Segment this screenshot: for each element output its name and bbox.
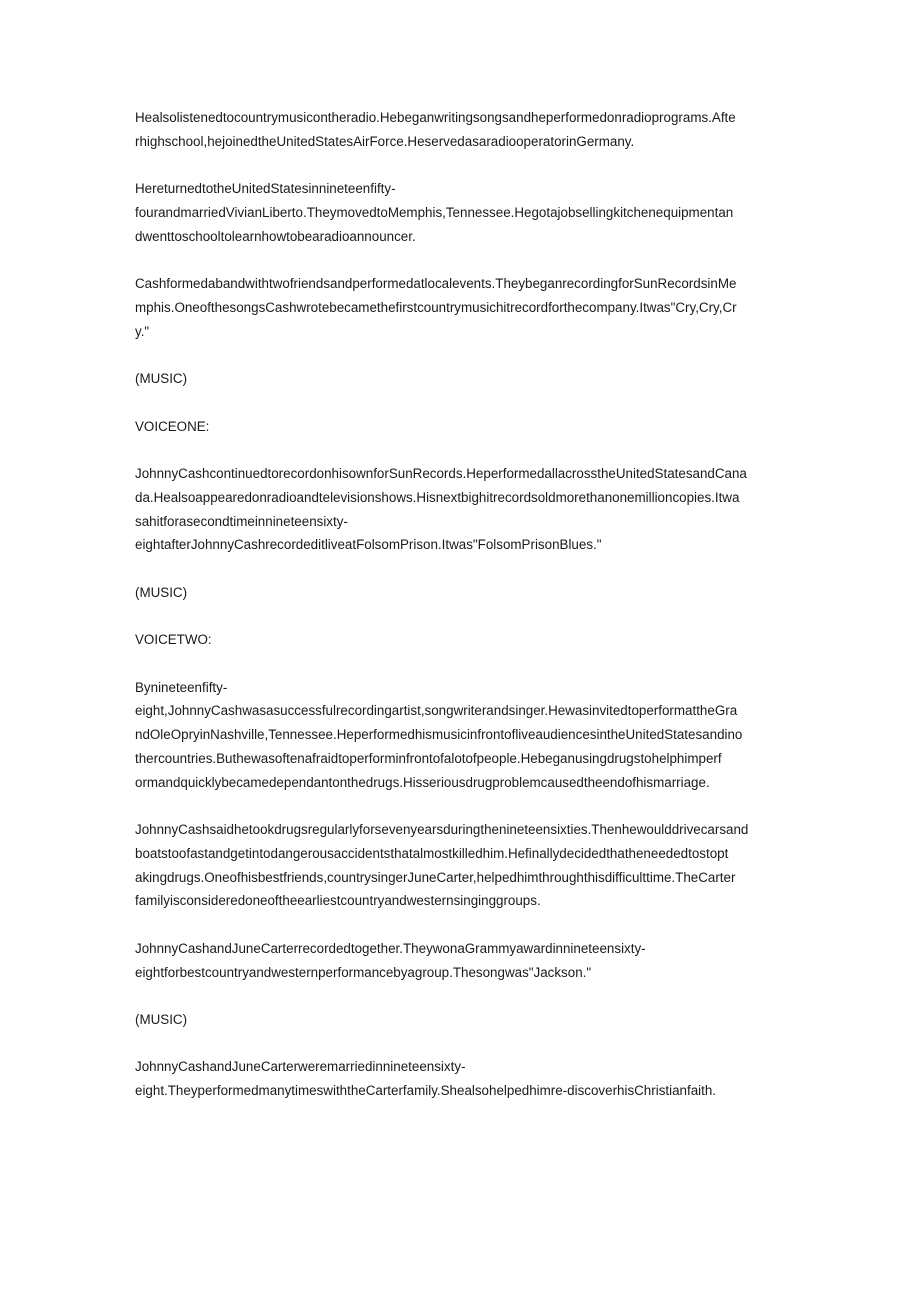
paragraph [135,818,785,913]
text-line: Cashformedabandwithtwofriendsandperformedatlocalevents.TheybeganrecordingforSunRecordsinMe [135,276,737,292]
text-line: thercountries.Buthewasoftenafraidtoperforminfrontofalotofpeople.Hebeganusingdrugstohelphimperf [135,750,722,766]
paragraph [135,367,785,391]
text-line: JohnnyCashsaidhetookdrugsregularlyforsevenyearsduringthenineteensixties.Thenhewoulddrivecarsand [135,822,749,838]
text-line: (MUSIC) [135,1012,188,1028]
paragraph [135,415,785,439]
text-line: VOICEONE: [135,418,210,434]
text-line: (MUSIC) [135,371,188,387]
text-line: Bynineteenfifty- [135,679,228,695]
paragraph [135,581,785,605]
text-line: sahitforasecondtimeinnineteensixty- [135,513,348,529]
text-line: VOICETWO: [135,632,212,648]
text-line: eight,JohnnyCashwasasuccessfulrecordingartist,songwriterandsinger.HewasinvitedtoperformattheGra [135,703,738,719]
text-line: HereturnedtotheUnitedStatesinnineteenfifty- [135,181,396,197]
text-line: ormandquicklybecamedependantonthedrugs.Hisseriousdrugproblemcausedtheendofhismarriage. [135,774,710,790]
paragraph [135,462,785,557]
text-line: da.Healsoappearedonradioandtelevisionshows.Hisnextbighitrecordsoldmorethanonemillioncopies.Itwa [135,489,740,505]
text-line: eight.TheyperformedmanytimeswiththeCarterfamily.Shealsohelpedhimre-discoverhisChristianfaith. [135,1083,717,1099]
text-line: JohnnyCashandJuneCarterrecordedtogether.TheywonaGrammyawardinnineteensixty- [135,940,646,956]
text-line: familyisconsideredoneoftheearliestcountryandwesternsinginggroups. [135,893,541,909]
paragraph [135,177,785,248]
text-line: dwenttoschooltolearnhowtobearadioannouncer. [135,228,416,244]
paragraph [135,937,785,985]
paragraph [135,628,785,652]
paragraph [135,676,785,795]
text-line: rhighschool,hejoinedtheUnitedStatesAirForce.HeservedasaradiooperatorinGermany. [135,133,635,149]
text-line: boatstoofastandgetintodangerousaccidentsthatalmostkilledhim.Hefinallydecidedthatheneededtostopt [135,845,729,861]
document-body [135,106,785,1127]
text-line: akingdrugs.Oneofhisbestfriends,countrysingerJuneCarter,helpedhimthroughthisdifficulttime.TheCarter [135,869,736,885]
paragraph [135,1008,785,1032]
text-line: (MUSIC) [135,584,188,600]
text-line: ndOleOpryinNashville,Tennessee.HeperformedhismusicinfrontofliveaudiencesintheUnitedStatesandino [135,727,743,743]
text-line: JohnnyCashcontinuedtorecordonhisownforSunRecords.HeperformedallacrosstheUnitedStatesandCana [135,465,747,481]
paragraph [135,272,785,343]
text-line: JohnnyCashandJuneCarterweremarriedinnineteensixty- [135,1059,466,1075]
text-line: eightforbestcountryandwesternperformancebyagroup.Thesongwas"Jackson." [135,964,592,980]
text-line: eightafterJohnnyCashrecordeditliveatFolsomPrison.Itwas"FolsomPrisonBlues." [135,537,602,553]
text-line: y." [135,323,150,339]
paragraph [135,1055,785,1103]
paragraph [135,106,785,154]
text-line: mphis.OneofthesongsCashwrotebecamethefirstcountrymusichitrecordforthecompany.Itwas"Cry,Cry,Cr [135,299,737,315]
text-line: fourandmarriedVivianLiberto.TheymovedtoMemphis,Tennessee.Hegotajobsellingkitchenequipmentan [135,204,734,220]
text-line: Healsolistenedtocountrymusicontheradio.Hebeganwritingsongsandheperformedonradioprograms.Afte [135,110,736,125]
